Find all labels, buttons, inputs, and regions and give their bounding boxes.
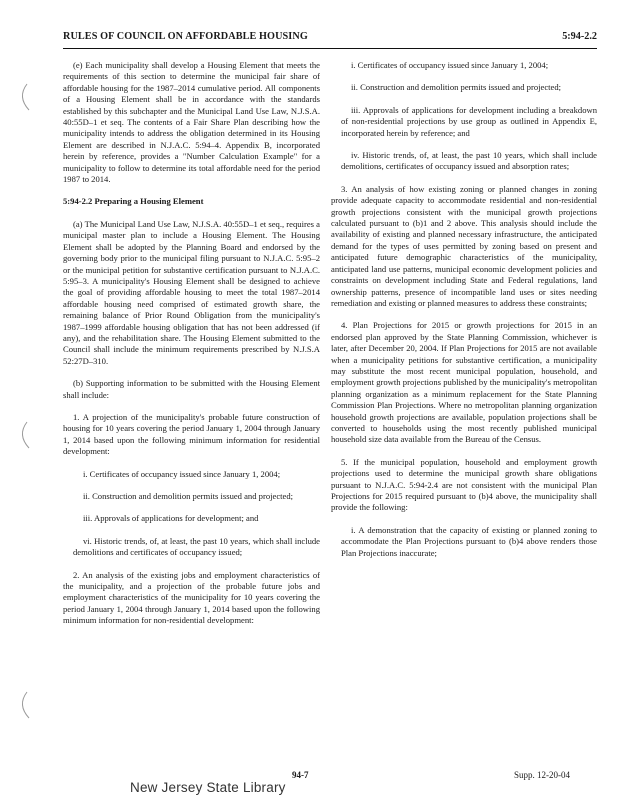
list-item: 5. If the municipal population, household and employment growth projections used to determine the municipal growth share obligations pursuant to N.J.A.C. 5:94-2.4 are not consistent with the municipal Plan Projections for 2015 required pursuant to (b)4 above, the municipality shall provide the following:: [331, 456, 597, 513]
margin-mark-icon: [15, 420, 35, 450]
paragraph-e: (e) Each municipality shall develop a Housing Element that meets the requirements of this section to determine the municipal fair share of affordable housing for the 1987–2014 cumulative period. All components of a Housing Element shall be in accordance with the standards established by this subchapter and the Municipal Land Use Law, N.J.S.A. 40:55D–1 et seq. The contents of a Fair Share Plan describing how the municipality intends to address the obligation determined in its Housing Element are described in N.J.A.C. 5:94–4. Appendix B, incorporated herein by reference, provides a "Number Calculation Example" for a municipality to follow to determine its total affordable need for the period 1987 to 2014.: [63, 60, 320, 185]
list-item: 4. Plan Projections for 2015 or growth projections for 2015 in an endorsed plan approved by the State Planning Commission, whichever is later, after December 20, 2004. If Plan Projections for 2015 are not available when a municipality petitions for substantive certification, a municipality may substitute the most recent municipal population, household, and employment growth projections published by the municipality's metropolitan planning organization as a minimum replacement for the State Planning Commission Plan Projections. Where no metropolitan planning organization household growth projections are available, population projections shall be converted to households using the most recently published municipal household size data available from the Bureau of the Census.: [331, 320, 597, 445]
list-item: 2. An analysis of the existing jobs and employment characteristics of the municipality, and a projection of the probable future jobs and employment characteristics of the municipality for 10 years covering the period January 1, 2004 through January 1, 2014 based upon the following minimum information for non-residential development:: [63, 569, 320, 626]
list-subitem: i. Certificates of occupancy issued since January 1, 2004;: [83, 468, 281, 479]
list-subitem: i. A demonstration that the capacity of existing or planned zoning to accommodate the Plan Projections pursuant to (b)4 above renders those Plan Projections inaccurate;: [341, 524, 597, 558]
supplement-date: Supp. 12-20-04: [514, 770, 570, 780]
header-section-code: 5:94-2.2: [562, 31, 597, 42]
running-header: [63, 30, 597, 49]
list-subitem: ii. Construction and demolition permits issued and projected;: [83, 491, 294, 501]
list-item: 3. An analysis of how existing zoning or planned changes in zoning provide adequate capacity to accommodate residential and non-residential growth projections consistent with the municipal growth projections calculated pursuant to (b)1 and 2 above. This analysis should include the availability of existing and planned necessary infrastructure, the anticipated demand for the types of uses permitted by zoning based on present and anticipated future demographic characteristics of the municipality, anticipated land use patterns, municipal economic development policies and constraints on development including State and Federal regulations, land ownership patterns, presence of incompatible land uses or sites needing remediation and existing or planned measures to address these constraints;: [331, 183, 597, 308]
right-column: [331, 60, 597, 570]
left-column: [63, 60, 320, 638]
library-stamp: New Jersey State Library: [130, 780, 286, 795]
paragraph-a: (a) The Municipal Land Use Law, N.J.S.A. 40:55D–1 et seq., requires a municipal master plan to include a Housing Element. The Housing Element shall be adopted by the Planning Board and endorsed by the governing body prior to the municipal filing pursuant to N.J.A.C. 5:95–2 or the municipal petition for substantive certification pursuant to N.J.A.C. 5:95–3. A municipality's Housing Element shall be designed to achieve the goal of providing affordable housing to meet the total 1987–2014 affordable housing need comprised of estimated growth share, the remaining balance of Prior Round Obligation from the municipality's 1987–1999 affordable housing obligation that has not been addressed (if any), and the rehabilitation share. The Housing Element submitted to the Council shall include the minimum requirements prescribed by N.J.S.A 52:27D–310.: [63, 218, 320, 366]
list-subitem: iii. Approvals of applications for development; and: [83, 513, 259, 524]
list-subitem: vi. Historic trends, of, at least, the past 10 years, which shall include demolitions and certificates of occupancy issued;: [73, 535, 320, 558]
list-subitem: iii. Approvals of applications for development including a breakdown of non-residential projections by use group as outlined in Appendix E, incorporated herein by reference; and: [341, 104, 597, 138]
header-title: RULES OF COUNCIL ON AFFORDABLE HOUSING: [63, 31, 308, 42]
paragraph-b: (b) Supporting information to be submitted with the Housing Element shall include:: [63, 378, 320, 400]
list-item: 1. A projection of the municipality's probable future construction of housing for 10 years covering the period January 1, 2004 through January 1, 2014 based upon the following minimum information for residential development:: [63, 411, 320, 457]
list-subitem: ii. Construction and demolition permits issued and projected;: [351, 82, 562, 93]
margin-mark-icon: [15, 82, 35, 112]
page-number: 94-7: [292, 770, 309, 780]
list-subitem: i. Certificates of occupancy issued since January 1, 2004;: [351, 60, 549, 70]
section-heading: 5:94-2.2 Preparing a Housing Element: [63, 196, 204, 207]
margin-mark-icon: [15, 690, 35, 720]
list-subitem: iv. Historic trends, of, at least, the past 10 years, which shall include demolitions, certificates of occupancy issued and absorption rates;: [341, 150, 597, 172]
